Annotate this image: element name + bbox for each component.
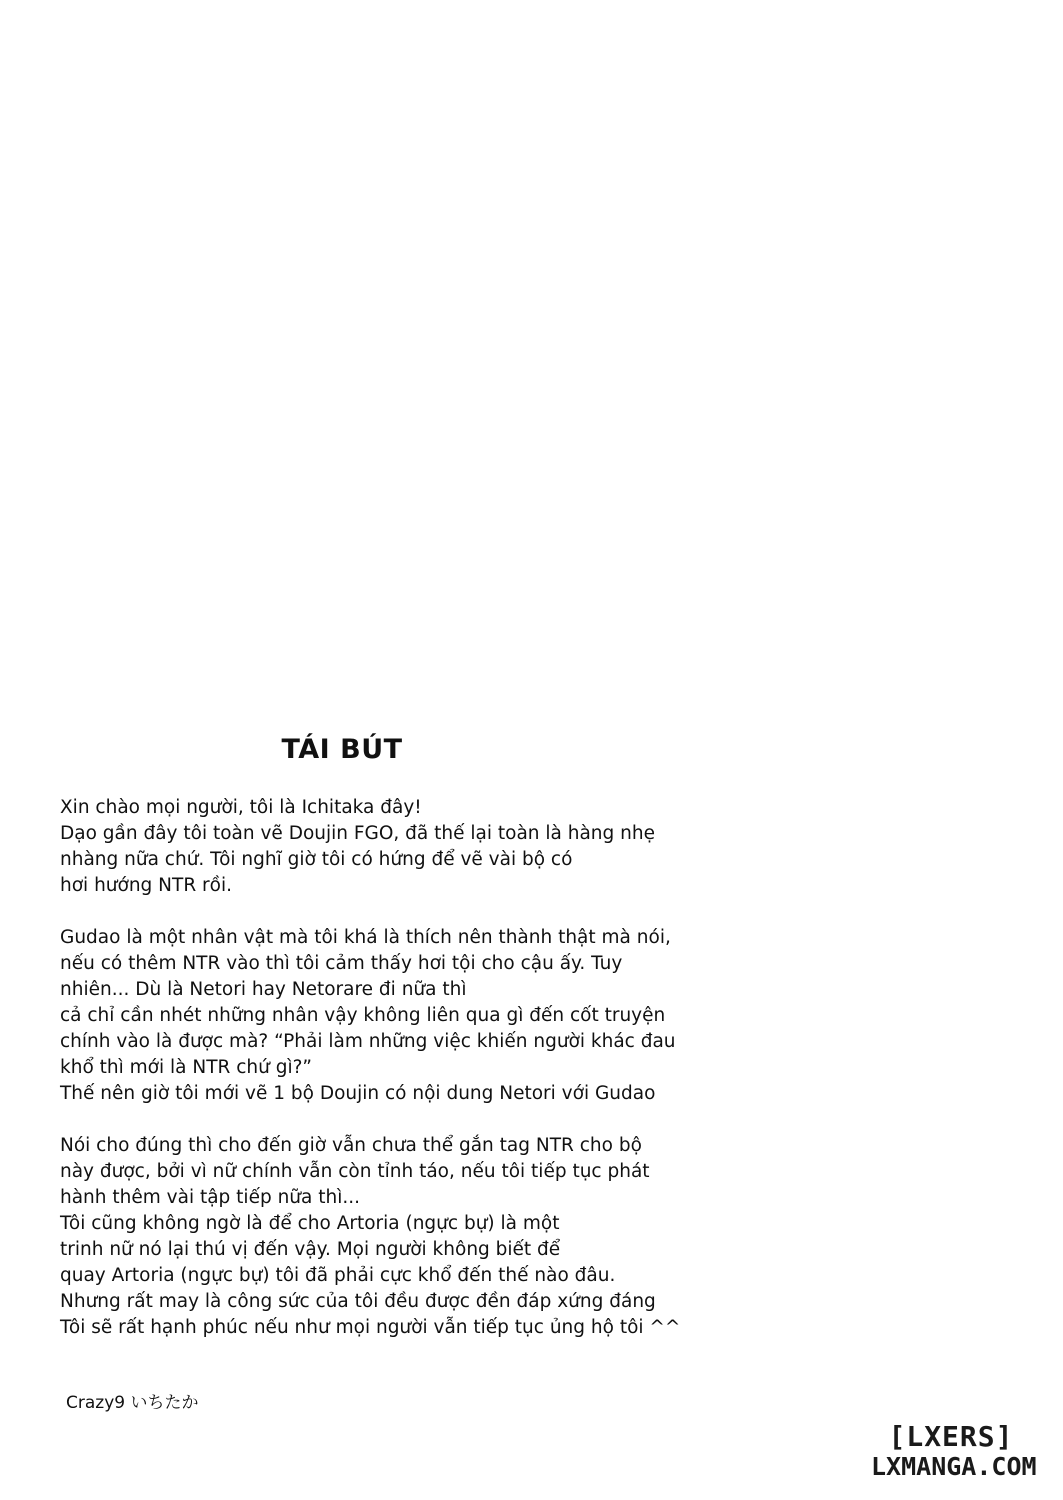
text-line: chính vào là được mà? “Phải làm những việc khiến người khác đau — [60, 1031, 676, 1052]
paragraph-3 — [60, 1133, 760, 1341]
text-line: Nói cho đúng thì cho đến giờ vẫn chưa thể gắn tag NTR cho bộ — [60, 1135, 642, 1156]
text-line: hành thêm vài tập tiếp nữa thì... — [60, 1187, 361, 1208]
text-line: quay Artoria (ngực bự) tôi đã phải cực khổ đến thế nào đâu. — [60, 1265, 616, 1286]
text-line: Dạo gần đây tôi toàn vẽ Doujin FGO, đã thế lại toàn là hàng nhẹ — [60, 823, 655, 844]
text-line: này được, bởi vì nữ chính vẫn còn tỉnh táo, nếu tôi tiếp tục phát — [60, 1161, 650, 1182]
paragraph-2 — [60, 925, 760, 1107]
text-line: Tôi cũng không ngờ là để cho Artoria (ngực bự) là một — [60, 1213, 560, 1234]
text-line: nhiên... Dù là Netori hay Netorare đi nữa thì — [60, 979, 467, 1000]
text-line: Gudao là một nhân vật mà tôi khá là thích nên thành thật mà nói, — [60, 927, 671, 948]
watermark-site-url: LXMANGA.COM — [871, 1452, 1037, 1481]
text-line: khổ thì mới là NTR chứ gì?” — [60, 1057, 313, 1078]
page-title: TÁI BÚT — [281, 734, 403, 765]
text-line: Thế nên giờ tôi mới vẽ 1 bộ Doujin có nội dung Netori với Gudao — [60, 1083, 656, 1104]
site-watermark — [871, 1420, 1037, 1482]
text-line: Nhưng rất may là công sức của tôi đều được đền đáp xứng đáng — [60, 1291, 656, 1312]
watermark-group-name: [LXERS] — [888, 1420, 1014, 1453]
text-line: hơi hướng NTR rồi. — [60, 875, 233, 896]
paragraph-1 — [60, 795, 760, 899]
text-line: trinh nữ nó lại thú vị đến vậy. Mọi người không biết để — [60, 1239, 561, 1260]
text-line: nếu có thêm NTR vào thì tôi cảm thấy hơi tội cho cậu ấy. Tuy — [60, 953, 623, 974]
text-line: cả chỉ cần nhét những nhân vậy không liên qua gì đến cốt truyện — [60, 1005, 666, 1026]
author-signature: Crazy9 いちたか — [66, 1393, 199, 1413]
postscript-body — [60, 795, 760, 1367]
text-line: nhàng nữa chứ. Tôi nghĩ giờ tôi có hứng để vẽ vài bộ có — [60, 849, 573, 870]
text-line: Xin chào mọi người, tôi là Ichitaka đây! — [60, 797, 422, 818]
text-line: Tôi sẽ rất hạnh phúc nếu như mọi người vẫn tiếp tục ủng hộ tôi ^^ — [60, 1317, 681, 1338]
